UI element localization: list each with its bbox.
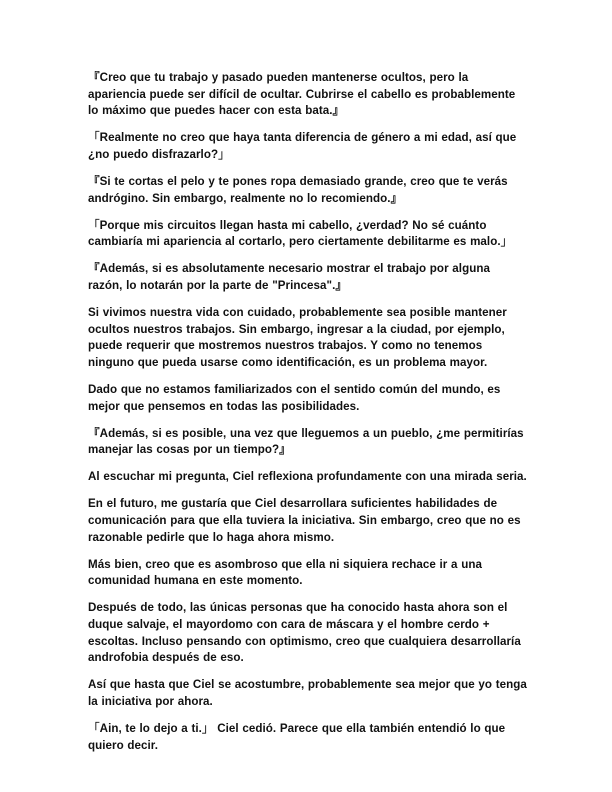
paragraph: Más bien, creo que es asombroso que ella ni siquiera rechace ir a una comunidad humana en este momento. bbox=[88, 557, 482, 588]
paragraph: 『Además, si es posible, una vez que lleguemos a un pueblo, ¿me permitirías manejar las cosas por un tiempo?』 bbox=[88, 426, 524, 457]
paragraph: 「Porque mis circuitos llegan hasta mi cabello, ¿verdad? No sé cuánto cambiaría mi apariencia al cortarlo, pero ciertamente debilitarme es malo.」 bbox=[88, 218, 513, 249]
paragraph: 『Creo que tu trabajo y pasado pueden mantenerse ocultos, pero la apariencia puede ser difícil de ocultar. Cubrirse el cabello es probablemente lo máximo que puedes hacer con esta bata.』 bbox=[88, 71, 516, 118]
paragraph: Al escuchar mi pregunta, Ciel reflexiona profundamente con una mirada seria. bbox=[88, 470, 527, 484]
paragraph: 『Además, si es absolutamente necesario mostrar el trabajo por alguna razón, lo notarán por la parte de "Princesa".』 bbox=[88, 262, 490, 292]
paragraph: 「Ain, te lo dejo a ti.」 Ciel cedió. Parece que ella también entendió lo que quiero decir. bbox=[88, 721, 506, 752]
paragraph: Así que hasta que Ciel se acostumbre, probablemente sea mejor que yo tenga la iniciativa por ahora. bbox=[88, 678, 527, 708]
paragraph: En el futuro, me gustaría que Ciel desarrollara suficientes habilidades de comunicación para que ella tuviera la iniciativa. Sin embargo, creo que no es razonable pedirle que lo haga ahora mismo. bbox=[88, 497, 521, 544]
paragraph: Dado que no estamos familiarizados con el sentido común del mundo, es mejor que pensemos en todas las posibilidades. bbox=[88, 382, 501, 413]
paragraph: Si vivimos nuestra vida con cuidado, probablemente sea posible mantener ocultos nuestros trabajos. Sin embargo, ingresar a la ciudad, por ejemplo, puede requerir que mostremos nuestros trabajos. Y como no tenemos ninguno que pueda usarse como identificación, es un problema mayor. bbox=[88, 306, 507, 369]
document-body bbox=[88, 70, 528, 765]
paragraph: 『Si te cortas el pelo y te pones ropa demasiado grande, creo que te verás andrógino. Sin embargo, realmente no lo recomiendo.』 bbox=[88, 174, 508, 205]
paragraph: Después de todo, las únicas personas que ha conocido hasta ahora son el duque salvaje, el mayordomo con cara de máscara y el hombre cerdo + escoltas. Incluso pensando con optimismo, creo que cualquiera desarrollaría androfobia después de eso. bbox=[88, 601, 521, 665]
paragraph: 「Realmente no creo que haya tanta diferencia de género a mi edad, así que ¿no puedo disfrazarlo?」 bbox=[88, 131, 517, 161]
